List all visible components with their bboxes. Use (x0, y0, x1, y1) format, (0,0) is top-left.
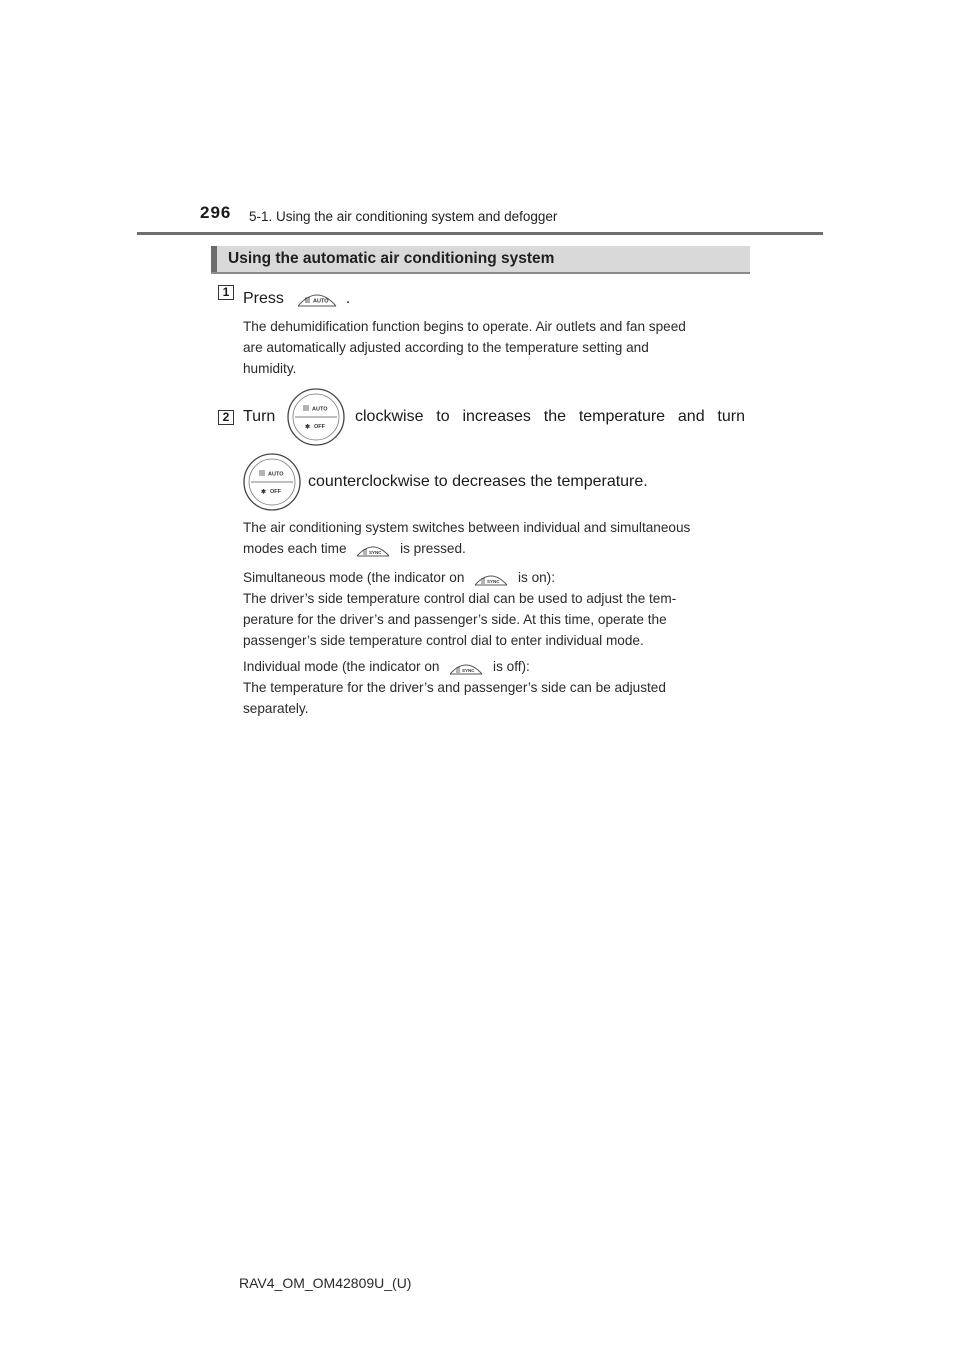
document-code: RAV4_OM_OM42809U_(U) (239, 1275, 412, 1291)
notes-p3-line-1 (243, 656, 745, 677)
step-badge-2: 2 (218, 410, 234, 425)
dial-2-label-top: AUTO (268, 471, 284, 478)
fan-icon: ✱ (305, 424, 311, 431)
temperature-dial-icon-2 (241, 452, 303, 512)
notes-p3-line-2: The temperature for the driver’s and passenger’s side can be adjusted (243, 680, 666, 695)
dial-2-label-bottom: OFF (270, 489, 281, 495)
step-1-description-line-2: are automatically adjusted according to the temperature setting and (243, 340, 649, 355)
dial-label-bottom: OFF (314, 424, 325, 430)
step-1-text-before: Press (243, 290, 284, 307)
notes-p2-line-4: passenger’s side temperature control dial to enter individual mode. (243, 633, 644, 648)
section-title: Using the automatic air conditioning system (228, 250, 555, 267)
page-number: 296 (200, 203, 232, 222)
auto-button-label: AUTO (313, 298, 329, 305)
notes-p2-line-1 (243, 567, 745, 588)
notes-p3-line-3: separately. (243, 701, 309, 716)
notes-paragraph-3 (243, 656, 745, 719)
dial-label-top: AUTO (312, 406, 328, 413)
sync-button-label-2: SYNC (487, 578, 500, 584)
notes-p3-text-before: Individual mode (the indicator on (243, 659, 440, 674)
fan-icon-2: ✱ (261, 489, 267, 496)
step-2-text-before: Turn (243, 408, 276, 425)
notes-paragraph-1 (243, 517, 745, 559)
sync-button-icon-3 (448, 659, 484, 675)
notes-p1-line-2 (243, 538, 745, 559)
sync-button-icon (355, 541, 391, 557)
step-1-description (243, 316, 745, 379)
notes-paragraph-2 (243, 567, 745, 651)
notes-p3-text-after: is off): (493, 659, 530, 674)
notes-p2-text-before: Simultaneous mode (the indicator on (243, 570, 465, 585)
notes-p2-line-3: perature for the driver’s and passenger’s side. At this time, operate the (243, 612, 667, 627)
sync-button-icon-2 (473, 570, 509, 586)
notes-p1-text-before: modes each time (243, 541, 347, 556)
step-1-description-line-1: The dehumidification function begins to operate. Air outlets and fan speed (243, 319, 686, 334)
step-1-description-line-3: humidity. (243, 361, 297, 376)
sync-button-label-3: SYNC (462, 667, 475, 673)
sync-button-label: SYNC (369, 549, 382, 555)
notes-p2-text-after: is on): (517, 570, 555, 585)
section-header (211, 246, 750, 272)
chapter-title: 5-1. Using the air conditioning system and defogger (249, 209, 558, 224)
step-2-text-after: clockwise to increases the temperature and turn (355, 408, 745, 425)
step-1-instruction (243, 286, 350, 308)
step-2-text-line-2: counterclockwise to decreases the temperature. (308, 473, 648, 490)
notes-p2-line-2: The driver’s side temperature control dial can be used to adjust the tem- (243, 591, 677, 606)
temperature-dial-icon (285, 387, 347, 447)
notes-p1-text-after: is pressed. (400, 541, 466, 556)
header-rule (137, 232, 823, 235)
auto-button-icon (296, 286, 338, 308)
notes-p1-line-1: The air conditioning system switches between individual and simultaneous (243, 520, 691, 535)
step-1-text-after: . (345, 290, 351, 307)
step-badge-1: 1 (218, 285, 234, 300)
